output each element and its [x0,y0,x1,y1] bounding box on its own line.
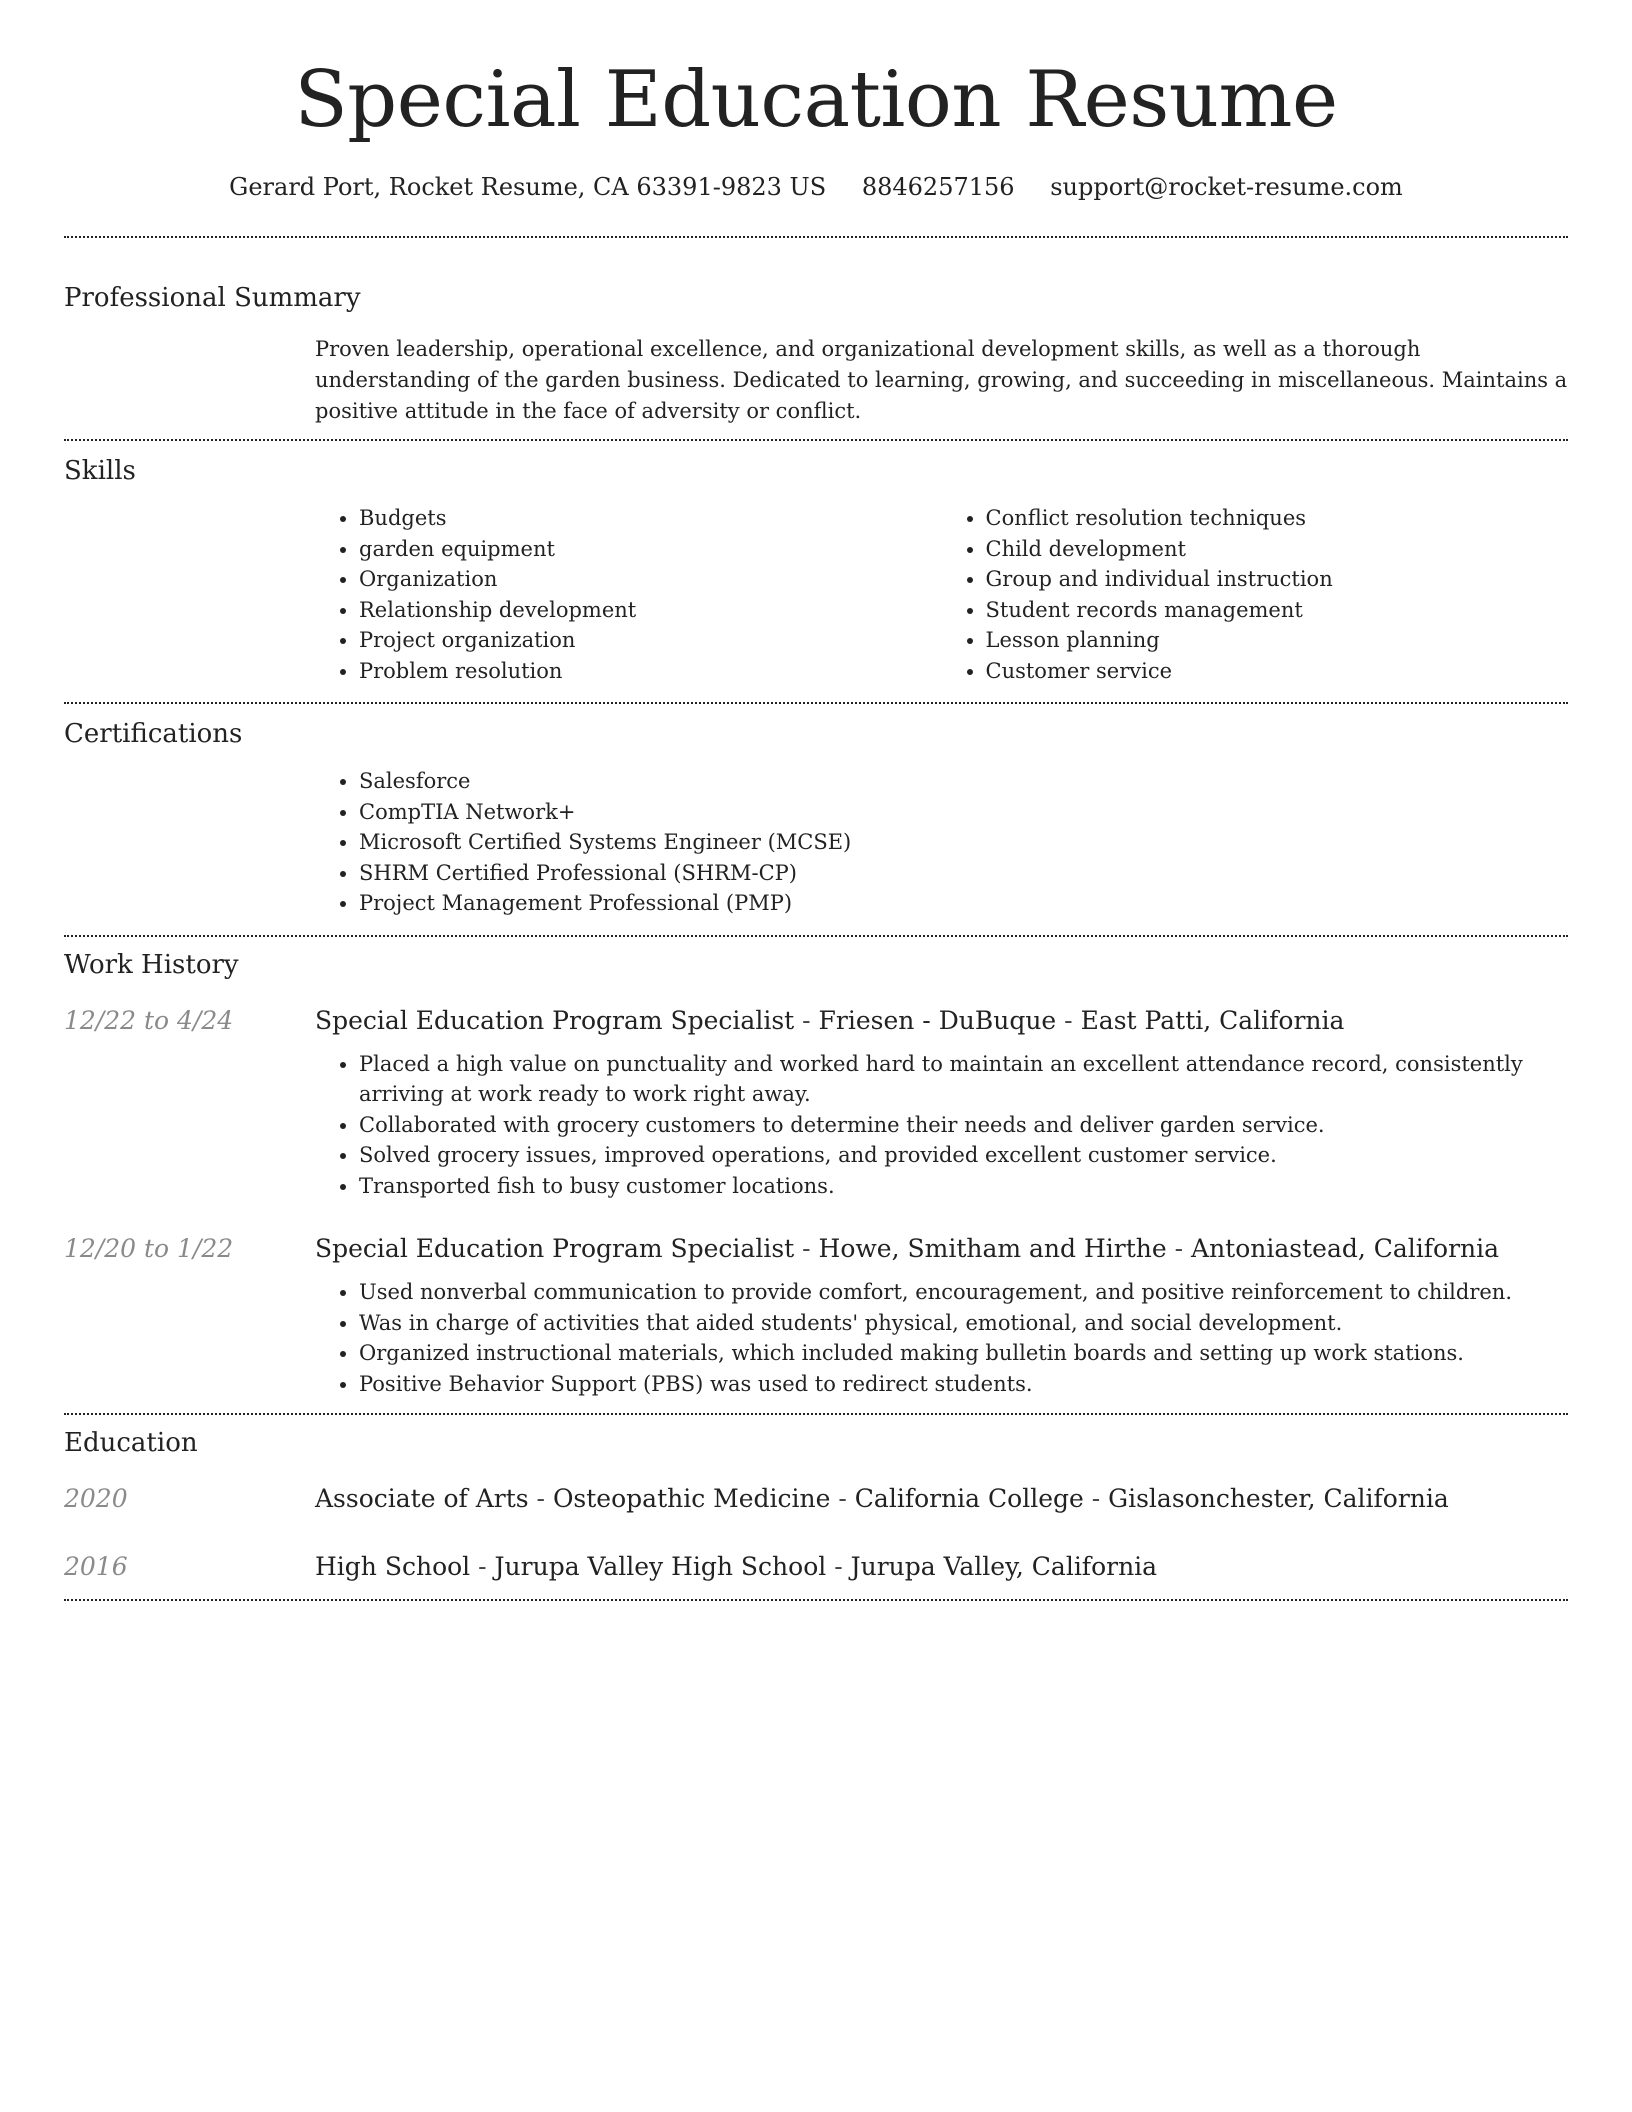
job-company: Friesen - DuBuque [818,1005,1057,1035]
skill-item: • Lesson planning [986,625,1569,656]
education-entry [64,1549,1568,1585]
education-location: Gislasonchester, California [1108,1484,1449,1513]
skills-list-left [315,503,942,686]
skill-item: • Organization [359,564,942,595]
resume-page [64,0,1568,1601]
education-entry [64,1481,1568,1517]
certification-item: • CompTIA Network+ [359,797,1568,828]
skill-item: • Problem resolution [359,656,942,687]
job-bullet: • Used nonverbal communication to provide comfort, encouragement, and positive reinforcement to children. [359,1277,1568,1308]
education-year: 2016 [64,1552,128,1581]
job-dates: 12/20 to 1/22 [64,1234,234,1263]
job-title: Special Education Program Specialist [315,1234,795,1263]
certification-item: • SHRM Certified Professional (SHRM-CP) [359,858,1568,889]
certifications-list [315,766,1568,919]
education-heading: Education [64,1428,198,1458]
resume-title: Special Education Resume [294,55,1338,145]
work-history-section [64,937,1568,1414]
skills-heading: Skills [64,456,136,486]
job-heading: Special Education Program Specialist - Howe, Smitham and Hirthe - Antoniastead, California [315,1234,1500,1263]
job-entry [64,1003,1568,1202]
job-location: Antoniastead, California [1191,1234,1500,1263]
skill-item: • Budgets [359,503,942,534]
job-heading: Special Education Program Specialist - Friesen - DuBuque - East Patti, California [315,1005,1345,1035]
job-bullet: • Was in charge of activities that aided students' physical, emotional, and social development. [359,1308,1568,1339]
certification-item: • Microsoft Certified Systems Engineer (MCSE) [359,827,1568,858]
skills-section [64,441,1568,702]
certifications-section [64,704,1568,935]
skill-item: • garden equipment [359,534,942,565]
divider [64,1599,1568,1601]
contact-phone: 8846257156 [861,173,1015,201]
education-school: Jurupa Valley High School [494,1552,827,1581]
job-bullet: • Transported fish to busy customer locations. [359,1171,1568,1202]
job-company: Howe, Smitham and Hirthe [818,1234,1167,1263]
contact-line [64,170,1568,204]
skill-item: • Child development [986,534,1569,565]
education-degree: Associate of Arts [315,1484,529,1513]
job-bullet: • Placed a high value on punctuality and worked hard to maintain an excellent attendance record, consistently arriving at work ready to work right away. [359,1049,1568,1110]
education-degree: High School [315,1552,471,1581]
job-bullet: • Positive Behavior Support (PBS) was used to redirect students. [359,1369,1568,1400]
skill-item: • Conflict resolution techniques [986,503,1569,534]
skill-item: • Group and individual instruction [986,564,1569,595]
summary-text: Proven leadership, operational excellence, and organizational development skills, as well as a thorough understanding of the garden business. Dedicated to learning, growing, and succeeding in miscellaneous. Maintains a positive attitude in the face of adversity or conflict. [315,337,1568,423]
education-heading-line: Associate of Arts - Osteopathic Medicine - California College - Gislasonchester, California [315,1484,1449,1513]
education-year: 2020 [64,1484,128,1513]
summary-section [64,238,1568,439]
skill-item: • Project organization [359,625,942,656]
contact-email: support@rocket-resume.com [1050,173,1403,201]
job-bullet: • Solved grocery issues, improved operations, and provided excellent customer service. [359,1140,1568,1171]
job-bullet: • Collaborated with grocery customers to determine their needs and deliver garden service. [359,1110,1568,1141]
skill-item: • Relationship development [359,595,942,626]
job-title: Special Education Program Specialist [315,1005,795,1035]
work-history-heading: Work History [64,949,239,980]
education-heading-line: High School - Jurupa Valley High School - Jurupa Valley, California [315,1552,1158,1581]
certifications-heading: Certifications [64,719,243,749]
job-location: East Patti, California [1080,1005,1345,1035]
skill-item: • Student records management [986,595,1569,626]
education-field: Osteopathic Medicine [552,1484,831,1513]
education-location: Jurupa Valley, California [850,1552,1158,1581]
certification-item: • Project Management Professional (PMP) [359,888,1568,919]
job-bullet: • Organized instructional materials, which included making bulletin boards and setting up work stations. [359,1338,1568,1369]
skills-list-right [942,503,1569,686]
job-bullets [315,1049,1568,1202]
skill-item: • Customer service [986,656,1569,687]
contact-address: Gerard Port, Rocket Resume, CA 63391-9823 US [229,173,827,201]
education-section [64,1415,1568,1599]
job-bullets [315,1277,1568,1399]
certification-item: • Salesforce [359,766,1568,797]
education-school: California College [854,1484,1084,1513]
summary-heading: Professional Summary [64,283,361,313]
job-dates: 12/22 to 4/24 [64,1005,234,1035]
job-entry [64,1231,1568,1399]
